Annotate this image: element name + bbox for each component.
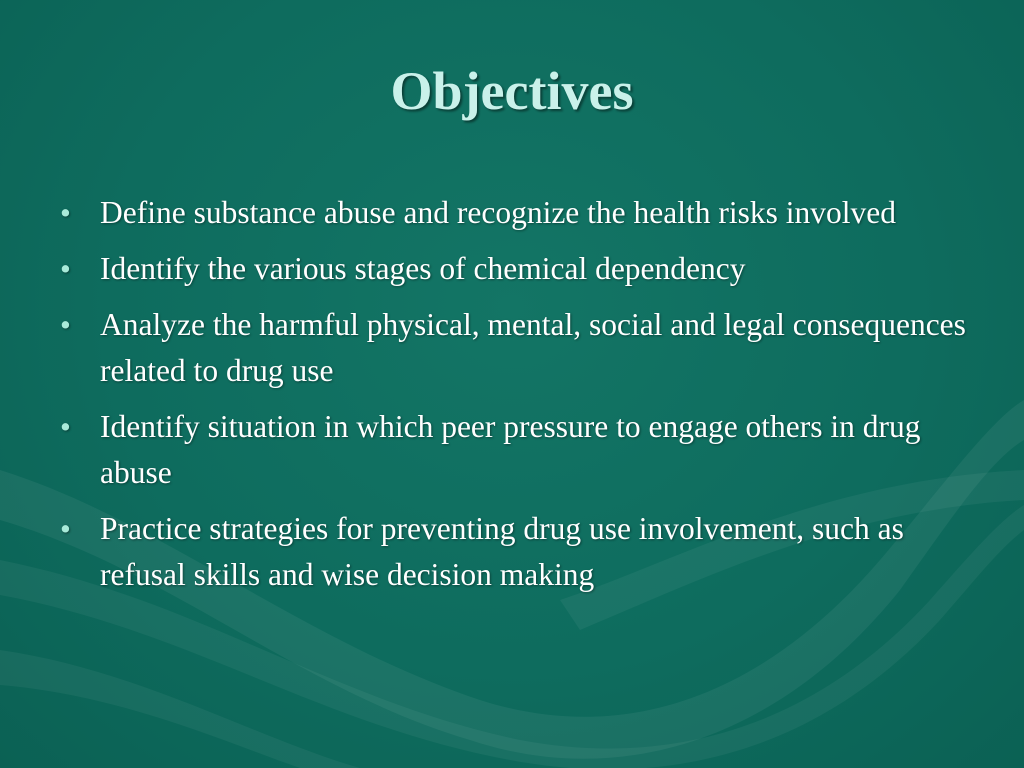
list-item bbox=[58, 190, 978, 236]
bullet-icon: • bbox=[60, 409, 71, 444]
list-item bbox=[58, 404, 978, 496]
bullet-icon: • bbox=[60, 307, 71, 342]
bullet-icon: • bbox=[60, 195, 71, 230]
bullet-icon: • bbox=[60, 251, 71, 286]
bullet-text: Identify situation in which peer pressure to engage others in drug abuse bbox=[100, 409, 921, 490]
bullet-text: Define substance abuse and recognize the health risks involved bbox=[100, 195, 896, 230]
bullet-text: Identify the various stages of chemical dependency bbox=[100, 251, 746, 286]
bullet-icon: • bbox=[60, 511, 71, 546]
list-item bbox=[58, 246, 978, 292]
slide-title: Objectives bbox=[390, 61, 634, 121]
list-item bbox=[58, 302, 978, 394]
bullet-text: Analyze the harmful physical, mental, social and legal consequences related to drug use bbox=[100, 307, 966, 388]
objectives-list bbox=[58, 190, 978, 608]
bullet-text: Practice strategies for preventing drug use involvement, such as refusal skills and wise decision making bbox=[100, 511, 904, 592]
list-item bbox=[58, 506, 978, 598]
